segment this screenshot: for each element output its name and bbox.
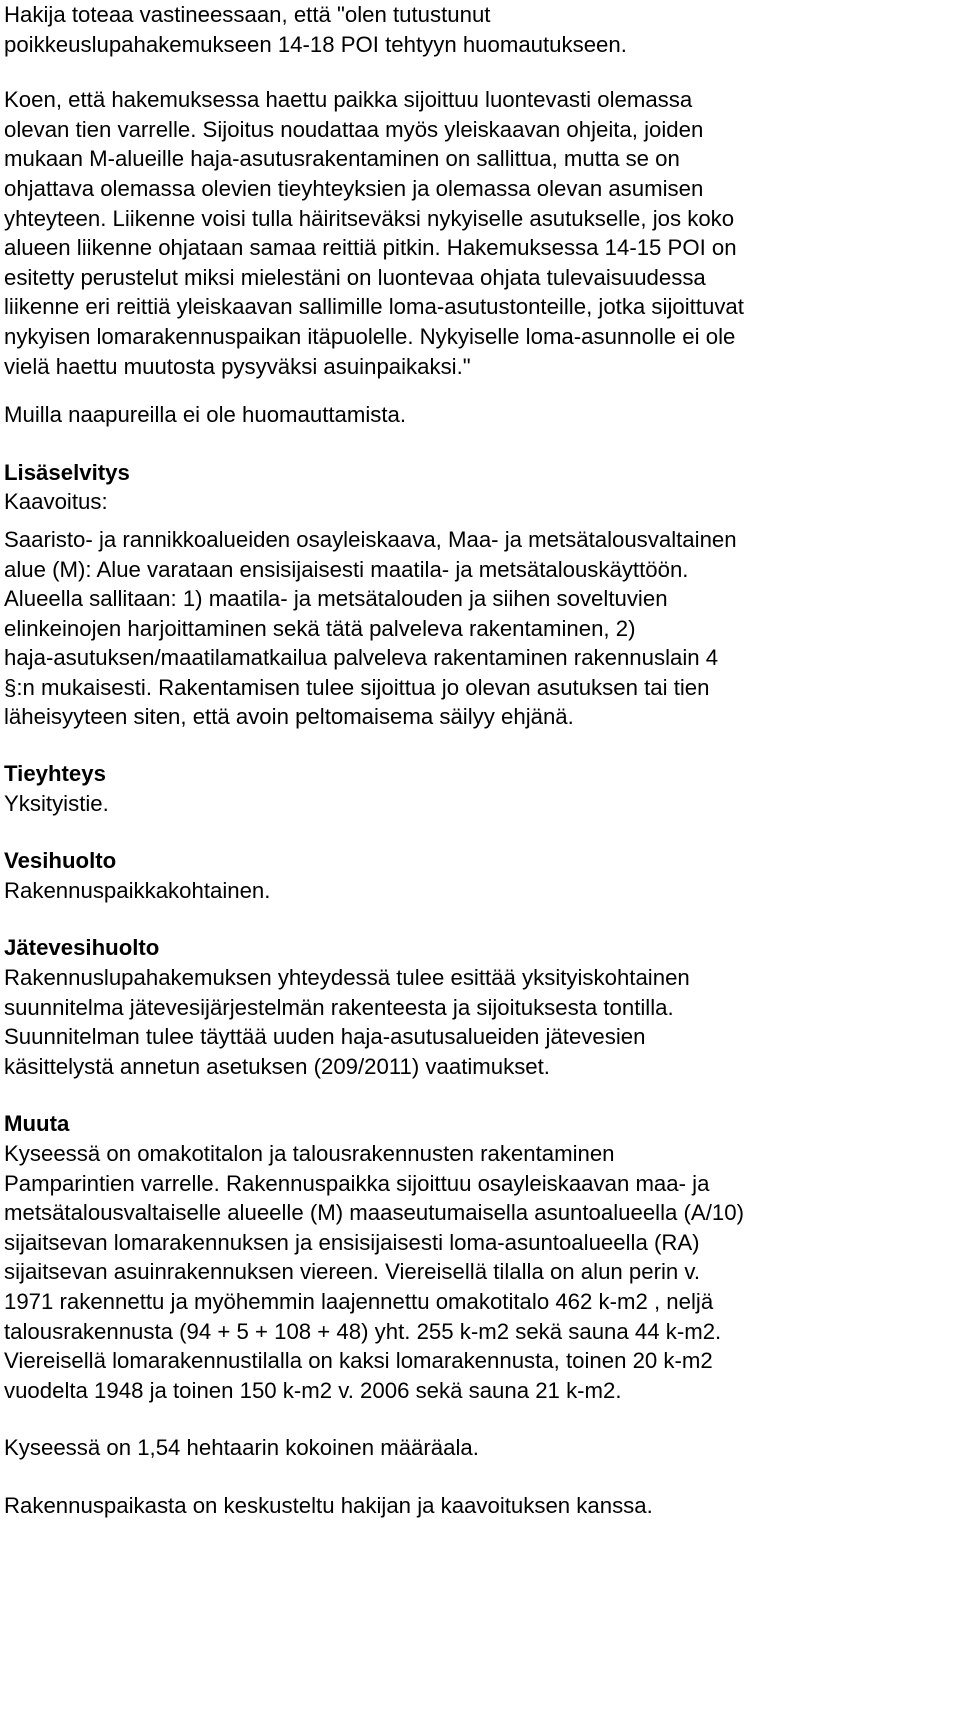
neighbors-note	[4, 400, 956, 430]
section-heading: Muuta	[4, 1111, 70, 1137]
text-line: Pamparintien varrelle. Rakennuspaikka sijoittuu osayleiskaavan maa- ja	[4, 1170, 710, 1196]
text-line: Muilla naapureilla ei ole huomauttamista.	[4, 402, 407, 428]
section-heading: Jätevesihuolto	[4, 935, 160, 961]
text-line: haja-asutuksen/maatilamatkailua palveleva rakentaminen rakennuslain 4	[4, 645, 719, 671]
section-heading: Vesihuolto	[4, 848, 117, 874]
text-line: Rakennuspaikasta on keskusteltu hakijan ja kaavoituksen kanssa.	[4, 1492, 653, 1518]
text-line: Alueella sallitaan: 1) maatila- ja metsätalouden ja siihen soveltuvien	[4, 586, 668, 612]
text-line: sijaitsevan asuinrakennuksen viereen. Viereisellä tilalla on alun perin v.	[4, 1259, 701, 1285]
text-line: käsittelystä annetun asetuksen (209/2011) vaatimukset.	[4, 1053, 550, 1079]
text-line: vielä haettu muutosta pysyväksi asuinpaikaksi."	[4, 353, 471, 379]
section-lisaselvitys	[4, 458, 956, 732]
text-line: Suunnitelman tulee täyttää uuden haja-asutusalueiden jätevesien	[4, 1024, 646, 1050]
section-heading: Tieyhteys	[4, 761, 106, 787]
text-line: sijaitsevan lomarakennuksen ja ensisijaisesti loma-asuntoalueella (RA)	[4, 1229, 700, 1255]
text-line: Yksityistie.	[4, 790, 109, 816]
text-line: §:n mukaisesti. Rakentamisen tulee sijoittua jo olevan asutuksen tai tien	[4, 674, 710, 700]
text-line: Viereisellä lomarakennustilalla on kaksi lomarakennusta, toinen 20 k-m2	[4, 1348, 713, 1374]
text-line: metsätalousvaltaiselle alueelle (M) maaseutumaisella asuntoalueella (A/10)	[4, 1200, 744, 1226]
text-line: Kaavoitus:	[4, 489, 108, 515]
section-vesihuolto	[4, 846, 956, 905]
quote-body	[4, 85, 956, 381]
text-line: alueen liikenne ohjataan samaa reittiä pitkin. Hakemuksessa 14-15 POI on	[4, 235, 737, 261]
section-tieyhteys	[4, 759, 956, 818]
section-heading: Lisäselvitys	[4, 459, 130, 485]
text-line: poikkeuslupahakemukseen 14-18 POI tehtyyn huomautukseen.	[4, 31, 627, 57]
text-line: olevan tien varrelle. Sijoitus noudattaa myös yleiskaavan ohjeita, joiden	[4, 116, 704, 142]
text-line: nykyisen lomarakennuspaikan itäpuolelle. Nykyiselle loma-asunnolle ei ole	[4, 323, 736, 349]
area-note	[4, 1433, 956, 1463]
text-line: Hakija toteaa vastineessaan, että "olen tutustunut	[4, 2, 491, 27]
text-line: ohjattava olemassa olevien tieyhteyksien ja olemassa olevan asumisen	[4, 175, 704, 201]
text-line: Saaristo- ja rannikkoalueiden osayleiskaava, Maa- ja metsätalousvaltainen	[4, 526, 737, 552]
text-line: talousrakennusta (94 + 5 + 108 + 48) yht. 255 k-m2 sekä sauna 44 k-m2.	[4, 1318, 722, 1344]
text-line: yhteyteen. Liikenne voisi tulla häiritseväksi nykyiselle asutukselle, jos koko	[4, 205, 735, 231]
text-line: Kyseessä on omakotitalon ja talousrakennusten rakentaminen	[4, 1141, 615, 1166]
text-line: Rakennuspaikkakohtainen.	[4, 877, 271, 903]
text-line: mukaan M-alueille haja-asutusrakentaminen on sallittua, mutta se on	[4, 146, 680, 172]
document-page	[4, 0, 956, 1521]
section-jatevesihuolto	[4, 933, 956, 1081]
section-muuta	[4, 1109, 956, 1405]
text-line: esitetty perustelut miksi mielestäni on luontevaa ohjata tulevaisuudessa	[4, 264, 706, 290]
text-line: alue (M): Alue varataan ensisijaisesti maatila- ja metsätalouskäyttöön.	[4, 556, 689, 582]
text-line: liikenne eri reittiä yleiskaavan sallimille loma-asutustonteille, jotka sijoittuvat	[4, 294, 744, 320]
text-line: läheisyyteen siten, että avoin peltomaisema säilyy ehjänä.	[4, 704, 574, 730]
text-line: Kyseessä on 1,54 hehtaarin kokoinen määräala.	[4, 1435, 479, 1461]
text-line: Rakennuslupahakemuksen yhteydessä tulee esittää yksityiskohtainen	[4, 965, 690, 991]
text-line: 1971 rakennettu ja myöhemmin laajennettu omakotitalo 462 k-m2 , neljä	[4, 1288, 714, 1314]
quote-intro	[4, 0, 956, 59]
text-line: suunnitelma jätevesijärjestelmän rakenteesta ja sijoituksesta tontilla.	[4, 994, 674, 1020]
text-line: vuodelta 1948 ja toinen 150 k-m2 v. 2006 sekä sauna 21 k-m2.	[4, 1377, 622, 1403]
discussion-note	[4, 1491, 956, 1521]
text-line: elinkeinojen harjoittaminen sekä tätä palveleva rakentaminen, 2)	[4, 615, 636, 641]
text-line: Koen, että hakemuksessa haettu paikka sijoittuu luontevasti olemassa	[4, 87, 693, 113]
